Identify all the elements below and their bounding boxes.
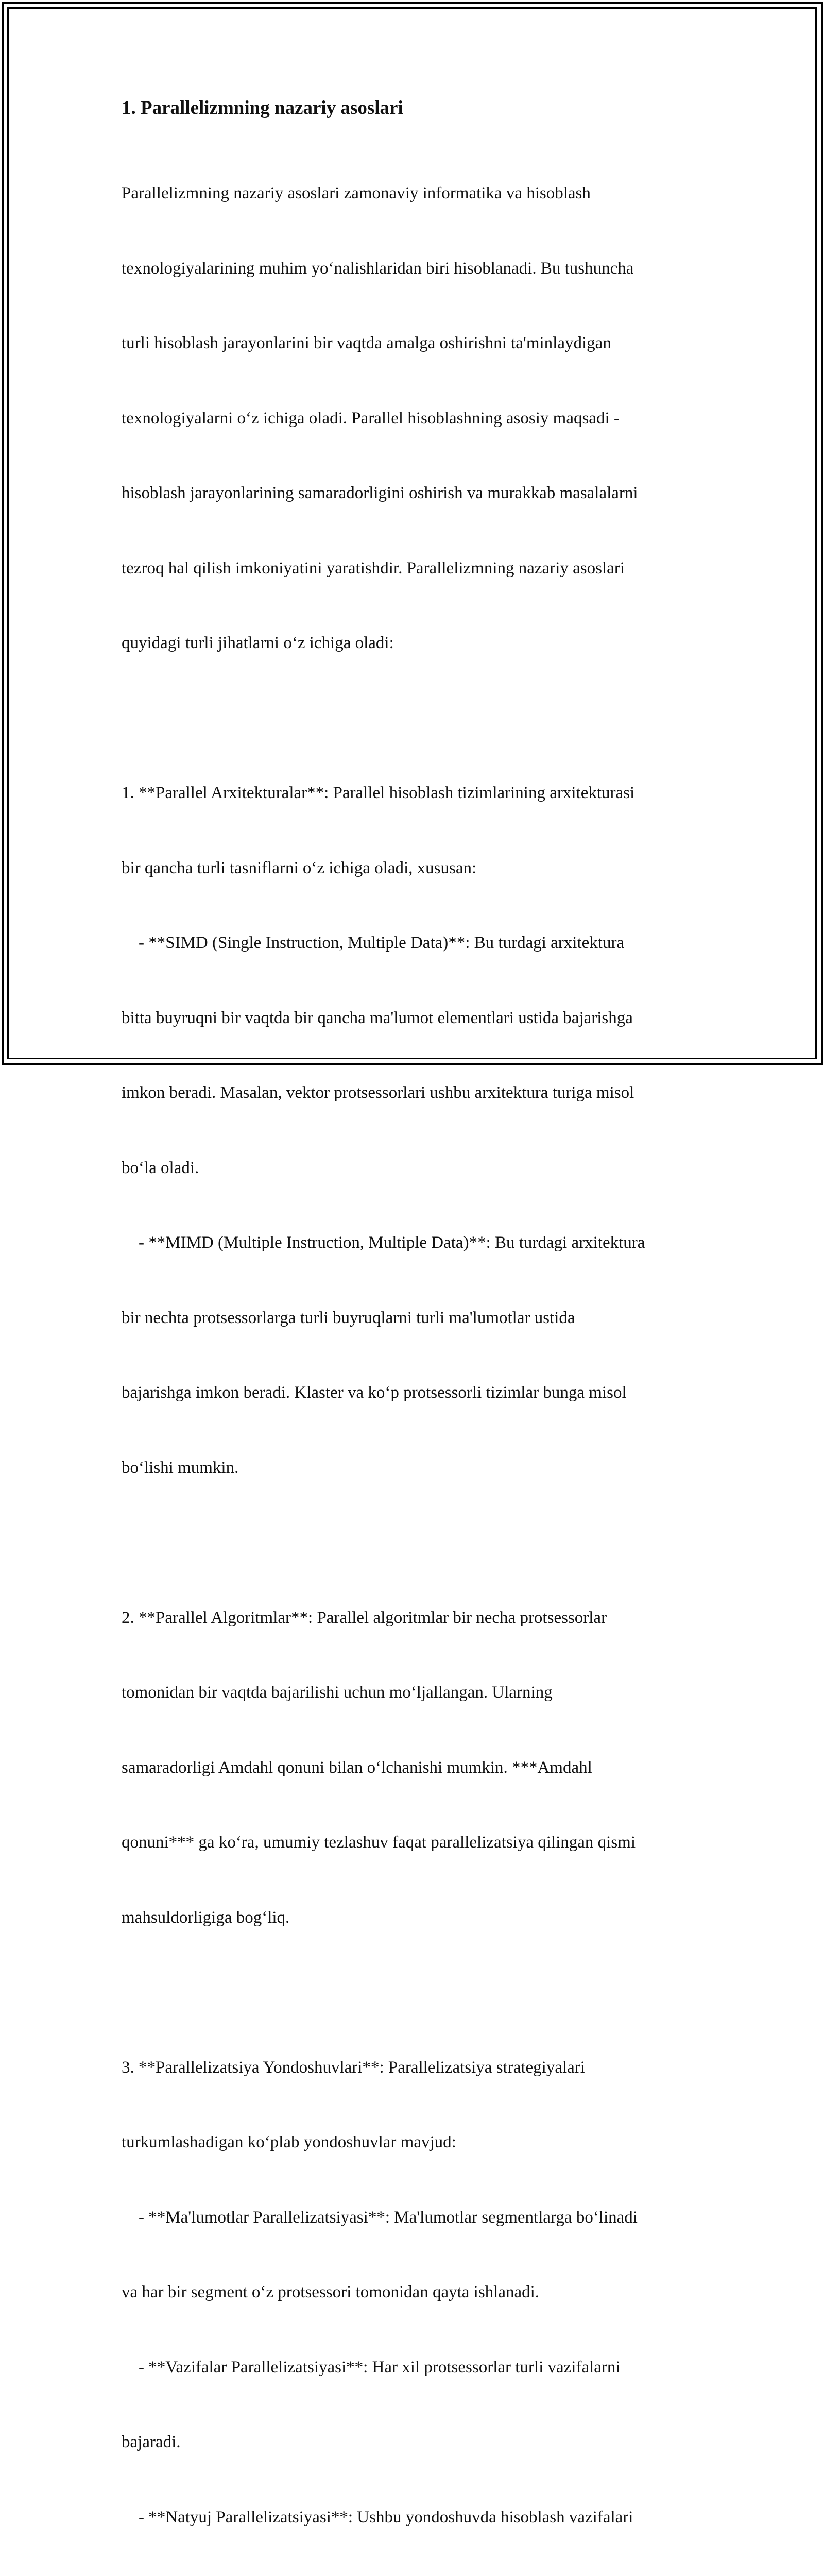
- blank-line: [122, 1980, 714, 2005]
- text-line: tezroq hal qilish imkoniyatini yaratishdir. Parallelizmning nazariy asoslari: [122, 558, 625, 578]
- text-line: bajaradi.: [122, 2433, 181, 2451]
- text-line: texnologiyalarni o‘z ichiga oladi. Parallel hisoblashning asosiy maqsadi -: [122, 409, 620, 428]
- text-line: bo‘la oladi.: [122, 1158, 199, 1177]
- text-line: turkumlashadigan ko‘plab yondoshuvlar mavjud:: [122, 2133, 456, 2151]
- body-text: [122, 131, 714, 2576]
- text-line: qonuni*** ga ko‘ra, umumiy tezlashuv faqat parallelizatsiya qilingan qismi: [122, 1833, 636, 1852]
- text-line: - **SIMD (Single Instruction, Multiple Data)**: Bu turdagi arxitektura: [122, 934, 625, 952]
- text-line: samaradorligi Amdahl qonuni bilan o‘lchanishi mumkin. ***Amdahl: [122, 1758, 592, 1777]
- document-body: [122, 96, 714, 2576]
- text-line: quyidagi turli jihatlarni o‘z ichiga oladi:: [122, 634, 394, 652]
- text-line: Parallelizmning nazariy asoslari zamonaviy informatika va hisoblash: [122, 184, 591, 202]
- blank-line: [122, 706, 714, 731]
- text-line: 1. **Parallel Arxitekturalar**: Parallel hisoblash tizimlarining arxitekturasi: [122, 784, 635, 802]
- text-line: turli hisoblash jarayonlarini bir vaqtda amalga oshirishni ta'minlaydigan: [122, 334, 611, 352]
- text-line: texnologiyalarining muhim yo‘nalishlaridan biri hisoblanadi. Bu tushuncha: [122, 259, 634, 278]
- text-line: tomonidan bir vaqtda bajarilishi uchun mo‘ljallangan. Ularning: [122, 1683, 553, 1702]
- text-line: - **Natyuj Parallelizatsiyasi**: Ushbu yondoshuvda hisoblash vazifalari: [122, 2507, 633, 2527]
- text-line: va har bir segment o‘z protsessori tomonidan qayta ishlanadi.: [122, 2283, 540, 2301]
- text-line: bo‘lishi mumkin.: [122, 1458, 239, 1477]
- text-line: 3. **Parallelizatsiya Yondoshuvlari**: Parallelizatsiya strategiyalari: [122, 2058, 585, 2077]
- text-line: bajarishga imkon beradi. Klaster va ko‘p protsessorli tizimlar bunga misol: [122, 1383, 627, 1402]
- section-heading: 1. Parallelizmning nazariy asoslari: [122, 97, 403, 118]
- text-line: mahsuldorligiga bog‘liq.: [122, 1908, 290, 1927]
- text-line: - **Ma'lumotlar Parallelizatsiyasi**: Ma'lumotlar segmentlarga bo‘linadi: [122, 2208, 638, 2227]
- text-line: bitta buyruqni bir vaqtda bir qancha ma'lumot elementlari ustida bajarishga: [122, 1008, 633, 1027]
- text-line: bir qancha turli tasniflarni o‘z ichiga oladi, xususan:: [122, 858, 477, 877]
- text-line: hisoblash jarayonlarining samaradorligini oshirish va murakkab masalalarni: [122, 484, 638, 502]
- blank-line: [122, 1530, 714, 1555]
- text-line: imkon beradi. Masalan, vektor protsessorlari ushbu arxitektura turiga misol: [122, 1083, 634, 1102]
- text-line: - **Vazifalar Parallelizatsiyasi**: Har xil protsessorlar turli vazifalarni: [122, 2358, 621, 2377]
- text-line: - **MIMD (Multiple Instruction, Multiple Data)**: Bu turdagi arxitektura: [122, 1233, 645, 1252]
- text-line: 2. **Parallel Algoritmlar**: Parallel algoritmlar bir necha protsessorlar: [122, 1608, 607, 1627]
- text-line: bir nechta protsessorlarga turli buyruqlarni turli ma'lumotlar ustida: [122, 1308, 575, 1327]
